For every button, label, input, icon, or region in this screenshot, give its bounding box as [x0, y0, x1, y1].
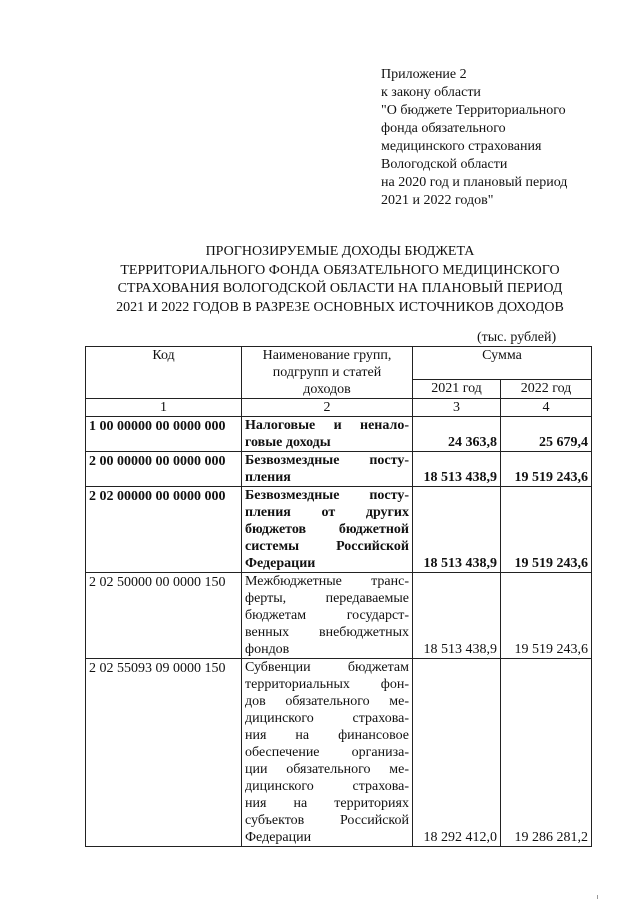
table-row — [86, 659, 592, 847]
row-name-line: системы Российской — [245, 539, 409, 554]
title-line: ПРОГНОЗИРУЕМЫЕ ДОХОДЫ БЮДЖЕТА — [205, 244, 475, 259]
row-name-line: бюджетам государст- — [245, 608, 409, 623]
table-body — [86, 417, 592, 847]
title-line: ТЕРРИТОРИАЛЬНОГО ФОНДА ОБЯЗАТЕЛЬНОГО МЕДИЦИНСКОГО — [120, 262, 560, 278]
appendix-line: "О бюджете Территориального — [381, 103, 566, 118]
row-name-line: ферты, передаваемые — [245, 591, 409, 606]
row-value-2021: 18 513 438,9 — [413, 452, 501, 487]
header-name-line: доходов — [303, 382, 351, 397]
row-code: 2 02 50000 00 0000 150 — [86, 573, 242, 659]
row-value-2022: 19 519 243,6 — [501, 487, 592, 573]
row-value-2021: 18 513 438,9 — [413, 487, 501, 573]
row-code: 2 02 55093 09 0000 150 — [86, 659, 242, 847]
row-name-line: бюджетов бюджетной — [245, 522, 409, 537]
row-name-line: ния на территориях — [245, 796, 409, 811]
row-value-2022: 25 679,4 — [501, 417, 592, 452]
title-line: 2021 И 2022 ГОДОВ В РАЗРЕЗЕ ОСНОВНЫХ ИСТОЧНИКОВ ДОХОДОВ — [116, 299, 564, 315]
col-number: 3 — [413, 399, 501, 417]
header-name-line: подгрупп и статей — [272, 365, 382, 380]
row-name-line: ции обязательного ме- — [245, 762, 409, 777]
col-number: 4 — [501, 399, 592, 417]
appendix-line: 2021 и 2022 годов" — [381, 193, 494, 208]
row-code: 2 02 00000 00 0000 000 — [86, 487, 242, 573]
row-value-2021: 18 513 438,9 — [413, 573, 501, 659]
row-value-2022: 19 286 281,2 — [501, 659, 592, 847]
header-code: Код — [86, 347, 242, 399]
row-name-line: венных внебюджетных — [245, 625, 409, 640]
appendix-line: на 2020 год и плановый период — [381, 175, 568, 190]
units-label: (тыс. рублей) — [477, 330, 557, 345]
row-value-2022: 19 519 243,6 — [501, 452, 592, 487]
row-name — [242, 573, 413, 659]
appendix-header — [381, 66, 621, 210]
header-name — [242, 347, 413, 399]
row-name-line: говые доходы — [245, 435, 331, 450]
col-number: 2 — [242, 399, 413, 417]
row-value-2022: 19 519 243,6 — [501, 573, 592, 659]
row-name-line: Федерации — [245, 830, 312, 845]
row-name — [242, 487, 413, 573]
row-name-line: дицинского страхова- — [245, 711, 409, 726]
appendix-line: к закону области — [381, 85, 481, 100]
row-name-line: Межбюджетные транс- — [245, 574, 409, 589]
row-name-line: фондов — [245, 642, 290, 657]
appendix-line: медицинского страхования — [381, 139, 542, 154]
row-name-line: пления — [245, 470, 291, 485]
header-row — [86, 347, 592, 380]
row-name — [242, 452, 413, 487]
table-row — [86, 417, 592, 452]
page-mark — [597, 895, 598, 899]
title-line: СТРАХОВАНИЯ ВОЛОГОДСКОЙ ОБЛАСТИ НА ПЛАНОВЫЙ ПЕРИОД — [117, 281, 563, 296]
revenue-table — [85, 346, 592, 847]
row-name-line: Федерации — [245, 556, 316, 571]
row-value-2021: 24 363,8 — [413, 417, 501, 452]
header-sum: Сумма — [413, 347, 592, 380]
row-name — [242, 659, 413, 847]
row-name — [242, 417, 413, 452]
row-code: 1 00 00000 00 0000 000 — [86, 417, 242, 452]
col-number: 1 — [86, 399, 242, 417]
header-year-2022: 2022 год — [501, 380, 592, 399]
document-title — [60, 243, 620, 317]
table-row — [86, 573, 592, 659]
header-name-line: Наименование групп, — [262, 348, 392, 363]
appendix-line: фонда обязательного — [381, 121, 506, 136]
appendix-line: Вологодской области — [381, 157, 508, 172]
row-name-line: территориальных фон- — [245, 677, 409, 692]
appendix-line: Приложение 2 — [381, 67, 467, 82]
row-value-2021: 18 292 412,0 — [413, 659, 501, 847]
header-year-2021: 2021 год — [413, 380, 501, 399]
row-name-line: дицинского страхова- — [245, 779, 409, 794]
table-row — [86, 487, 592, 573]
row-name-line: Безвозмездные посту- — [245, 488, 409, 503]
row-name-line: ния на финансовое — [245, 728, 409, 743]
row-name-line: пления от других — [245, 505, 409, 520]
row-name-line: Безвозмездные посту- — [245, 453, 409, 468]
row-name-line: Налоговые и ненало- — [245, 418, 409, 433]
row-name-line: обеспечение организа- — [245, 745, 409, 760]
row-name-line: субъектов Российской — [245, 813, 409, 828]
column-numbers-row — [86, 399, 592, 417]
row-name-line: дов обязательного ме- — [245, 694, 409, 709]
row-name-line: Субвенции бюджетам — [245, 660, 409, 675]
table-row — [86, 452, 592, 487]
row-code: 2 00 00000 00 0000 000 — [86, 452, 242, 487]
